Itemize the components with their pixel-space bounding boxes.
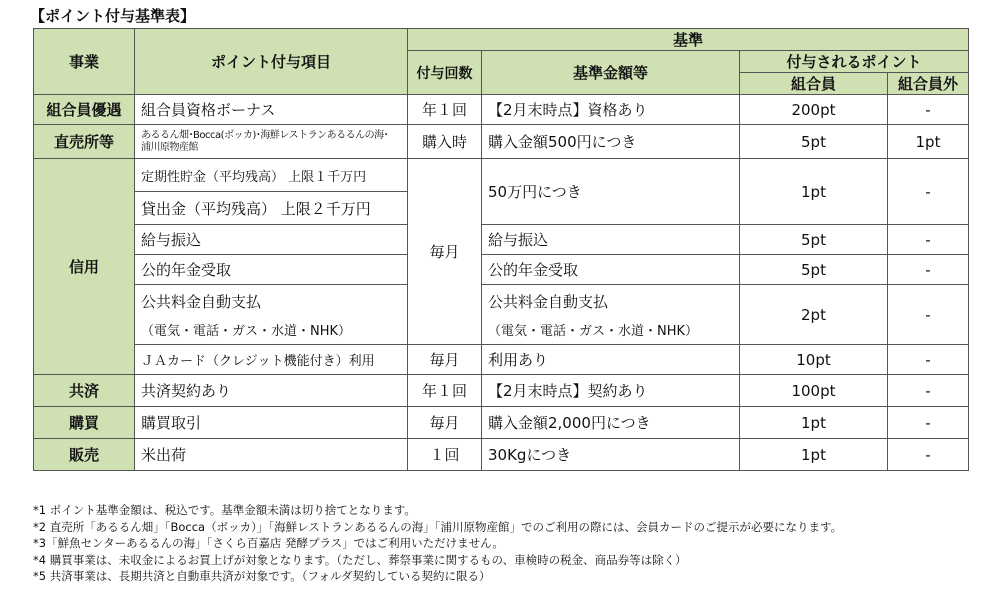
member-points-cell: 10pt [740, 345, 888, 375]
nonmember-points-cell: - [888, 225, 969, 255]
member-points-cell: 1pt [740, 159, 888, 225]
amount-cell: 購入金額2,000円につき [482, 407, 740, 439]
amount-cell: 公的年金受取 [482, 255, 740, 285]
item-cell: 公的年金受取 [135, 255, 408, 285]
table-row [34, 345, 969, 375]
amount-line: 公共料金自動支払 [488, 292, 609, 311]
frequency-cell: 毎月 [408, 407, 482, 439]
item-cell: 共済契約あり [135, 375, 408, 407]
table-row [34, 439, 969, 471]
category-cell: 直売所等 [34, 125, 135, 159]
category-cell: 共済 [34, 375, 135, 407]
member-points-cell: 5pt [740, 255, 888, 285]
category-cell: 組合員優遇 [34, 95, 135, 125]
category-cell: 信用 [34, 159, 135, 375]
nonmember-points-cell: - [888, 285, 969, 345]
category-cell: 購買 [34, 407, 135, 439]
table-row [34, 375, 969, 407]
nonmember-points-cell: - [888, 375, 969, 407]
footnote: *3「鮮魚センターあるるんの海」「さくら百嘉店 発酵プラス」ではご利用いただけません。 [33, 536, 504, 550]
member-points-cell: 2pt [740, 285, 888, 345]
amount-cell: 【2月末時点】資格あり [482, 95, 740, 125]
header-member: 組合員 [740, 73, 888, 95]
frequency-cell: 年１回 [408, 375, 482, 407]
table-row [34, 407, 969, 439]
table-row [34, 159, 969, 192]
item-cell: ＪＡカード（クレジット機能付き）利用 [135, 345, 408, 375]
amount-cell: 購入金額500円につき [482, 125, 740, 159]
item-line: 浦川原物産館 [141, 141, 198, 153]
table-row [34, 95, 969, 125]
item-cell: 定期性貯金（平均残高） 上限１千万円 [135, 159, 408, 192]
frequency-cell: 毎月 [408, 345, 482, 375]
member-points-cell: 5pt [740, 225, 888, 255]
nonmember-points-cell: - [888, 95, 969, 125]
frequency-cell: 毎月 [408, 159, 482, 345]
item-line: （電気・電話・ガス・水道・NHK） [141, 323, 352, 339]
amount-line: （電気・電話・ガス・水道・NHK） [488, 323, 699, 339]
header-item: ポイント付与項目 [135, 29, 408, 95]
item-line: 公共料金自動支払 [141, 292, 262, 311]
member-points-cell: 5pt [740, 125, 888, 159]
item-cell: 組合員資格ボーナス [135, 95, 408, 125]
footnote: *1 ポイント基準金額は、税込です。基準金額未満は切り捨てとなります。 [33, 503, 416, 517]
item-cell: 給与振込 [135, 225, 408, 255]
item-line: あるるん畑･Bocca(ボッカ)･海鮮レストランあるるんの海･ [141, 129, 389, 141]
header-amount: 基準金額等 [482, 51, 740, 95]
amount-cell: 50万円につき [482, 159, 740, 225]
category-cell: 販売 [34, 439, 135, 471]
frequency-cell: 年１回 [408, 95, 482, 125]
nonmember-points-cell: - [888, 345, 969, 375]
footnotes [33, 502, 842, 585]
item-cell [135, 285, 408, 345]
member-points-cell: 200pt [740, 95, 888, 125]
amount-cell [482, 285, 740, 345]
table-row [34, 125, 969, 159]
table-row [34, 285, 969, 345]
item-cell: 購買取引 [135, 407, 408, 439]
footnote: *5 共済事業は、長期共済と自動車共済が対象です。（フォルダ契約している契約に限る） [33, 569, 491, 583]
nonmember-points-cell: - [888, 159, 969, 225]
nonmember-points-cell: - [888, 439, 969, 471]
header-frequency: 付与回数 [408, 51, 482, 95]
nonmember-points-cell: - [888, 407, 969, 439]
amount-cell: 利用あり [482, 345, 740, 375]
amount-cell: 30Kgにつき [482, 439, 740, 471]
frequency-cell: 購入時 [408, 125, 482, 159]
header-criteria: 基準 [408, 29, 969, 51]
nonmember-points-cell: 1pt [888, 125, 969, 159]
table-row [34, 225, 969, 255]
item-cell: 貸出金（平均残高） 上限２千万円 [135, 192, 408, 225]
header-points: 付与されるポイント [740, 51, 969, 73]
footnote: *2 直売所「あるるん畑」「Bocca（ボッカ）」「海鮮レストランあるるんの海」「浦川原物産館」でのご利用の際には、会員カードのご提示が必要になります。 [33, 519, 843, 534]
header-business: 事業 [34, 29, 135, 95]
item-cell: 米出荷 [135, 439, 408, 471]
header-nonmember: 組合員外 [888, 73, 969, 95]
member-points-cell: 1pt [740, 439, 888, 471]
member-points-cell: 100pt [740, 375, 888, 407]
item-cell [135, 125, 408, 159]
table-row [34, 255, 969, 285]
table-title: 【ポイント付与基準表】 [30, 7, 196, 25]
footnote: *4 購買事業は、未収金によるお買上げが対象となります。（ただし、葬祭事業に関するもの、車検時の税金、商品券等は除く） [33, 552, 687, 567]
member-points-cell: 1pt [740, 407, 888, 439]
frequency-cell: １回 [408, 439, 482, 471]
amount-cell: 給与振込 [482, 225, 740, 255]
point-criteria-table [33, 28, 969, 471]
nonmember-points-cell: - [888, 255, 969, 285]
amount-cell: 【2月末時点】契約あり [482, 375, 740, 407]
